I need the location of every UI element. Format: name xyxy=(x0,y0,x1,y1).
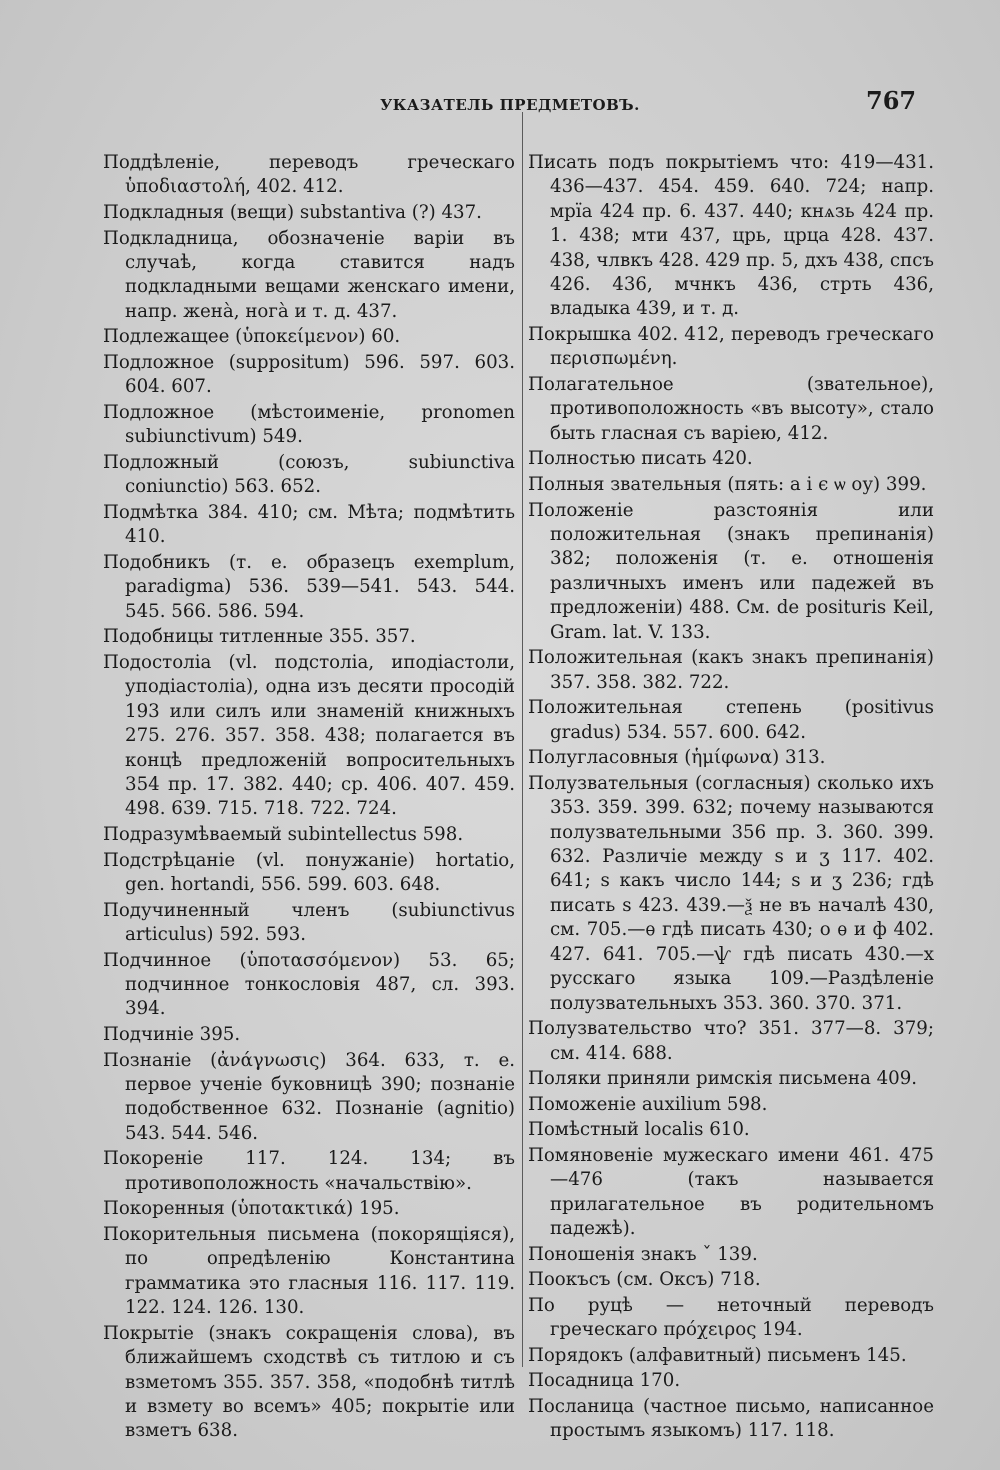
index-entry: Положительная степень (positivus gradus) 534. 557. 600. 642. xyxy=(528,697,934,743)
index-entry: Подложный (союзъ, subiunctiva coniunctio) 563. 652. xyxy=(103,452,515,498)
index-entry: Покрышка 402. 412, переводъ греческаго περισπωμένη. xyxy=(528,324,934,370)
running-head: УКАЗАТЕЛЬ ПРЕДМЕТОВЪ. xyxy=(380,96,640,114)
index-entry: Подразумѣваемый subintellectus 598. xyxy=(103,824,464,846)
index-entry: Порядокъ (алфавитный) письменъ 145. xyxy=(528,1344,907,1366)
index-entry: Помяновеніе мужескаго имени 461. 475—476 (такъ называется прилагательное въ родительномъ падежѣ). xyxy=(528,1144,934,1240)
index-entry: По руцѣ — неточный переводъ греческаго πρόχειρος 194. xyxy=(528,1294,934,1341)
index-entry: Покорительныя письмена (покорящіяся), по опредѣленію Константина грамматика это гласныя 116. 117. 119. 122. 124. 126. 130. xyxy=(103,1224,515,1319)
index-entry: Поможеніе auxilium 598. xyxy=(528,1093,768,1115)
index-entry: Полностью писать 420. xyxy=(528,448,753,470)
index-entry: Подкладныя (вещи) substantiva (?) 437. xyxy=(103,202,482,223)
index-entry: Полузвательство что? 351. 377—8. 379; см. 414. 688. xyxy=(528,1018,934,1064)
index-entry: Подлежащее (ὑποκείμενον) 60. xyxy=(103,326,401,348)
index-entry: Подкладница, обозначеніе варіи въ случаѣ, когда ставится надъ подкладными вещами женскаго имени, напр. женà, ногà и т. д. 437. xyxy=(103,227,515,322)
index-entry: Писать подъ покрытіемъ что: 419—431. 436—437. 454. 459. 640. 724; напр. мрїа 424 пр. 6. 437. 440; кнѧзь 424 пр. 1. 438; мти 437, црь, црца 428. 437. 438, члвкъ 428. 429 пр. 5, дхъ 438, спсъ 426. 436, мчнкъ 436, стрть 436, владыка 439, и т. д. xyxy=(528,152,934,320)
index-entry: Полагательное (звательное), противоположность «въ высоту», стало быть гласная съ варіею, 412. xyxy=(528,374,934,444)
index-entry: Посланица (частное письмо, написанное простымъ языкомъ) 117. 118. xyxy=(528,1396,934,1442)
index-entry: Помѣстный localis 610. xyxy=(528,1119,750,1141)
index-column-left xyxy=(103,151,515,1445)
index-entry: Подстрѣцаніе (vl. понужаніе) hortatio, gen. hortandi, 556. 599. 603. 648. xyxy=(103,849,515,896)
index-entry: Покореніе 117. 124. 134; въ противоположность «начальствію». xyxy=(103,1148,515,1194)
index-entry: Полузвательныя (согласныя) сколько ихъ 353. 359. 399. 632; почему называются полузвательными 356 пр. 3. 360. 399. 632. Различіе между ѕ и ʒ 117. 402. 641; ѕ какъ число 144; ѕ и ʒ 236; гдѣ писать ѕ 423. 439.—ѯ не въ началѣ 430, см. 705.—ѳ гдѣ писать 430; о ѳ и ф 402. 427. 641. 705.—ѱ гдѣ писать 430.—х русскаго языка 109.—Раздѣленіе полузвательныхъ 353. 360. 370. 371. xyxy=(528,772,934,1014)
index-entry: Поокъсъ (см. Оксъ) 718. xyxy=(528,1269,761,1291)
index-entry: Поддѣленіе, переводъ греческаго ὑποδιαστολή, 402. 412. xyxy=(103,152,515,198)
index-entry: Посадница 170. xyxy=(528,1370,681,1392)
index-entry: Полныя звательныя (пять: а і є ѡ оу) 399. xyxy=(528,474,927,496)
index-entry: Покоренныя (ὑποτακτικά) 195. xyxy=(103,1198,400,1220)
index-entry: Познаніе (ἀνάγνωσις) 364. 633, т. е. первое ученіе буковницѣ 390; познаніе подобственное 632. Познаніе (agnitio) 543. 544. 546. xyxy=(103,1049,515,1144)
index-entry: Подобницы титленные 355. 357. xyxy=(103,626,416,648)
column-divider xyxy=(522,112,523,1367)
index-entry: Полугласовныя (ἡμίφωνα) 313. xyxy=(528,747,826,769)
index-column-right xyxy=(528,151,934,1445)
index-entry: Положеніе разстоянія или положительная (знакъ препинанія) 382; положенія (т. е. отношенія различныхъ именъ или падежей въ предложеніи) 488. См. de posituris Keil, Gram. lat. V. 133. xyxy=(528,499,934,643)
index-entry: Подчиніе 395. xyxy=(103,1024,241,1046)
index-entry: Подчинное (ὑποτασσόμενον) 53. 65; подчинное тонкословія 487, сл. 393. 394. xyxy=(103,949,515,1020)
index-entry: Поношенія знакъ ˇ 139. xyxy=(528,1243,758,1265)
index-entry: Подложное (мѣстоименіе, pronomen subiunctivum) 549. xyxy=(103,402,515,448)
index-entry: Подостоліа (vl. подстоліа, иподіастоли, уподіастоліа), одна изъ десяти просодій 193 или силъ или знаменій книжныхъ 275. 276. 357. 358. 438; полагается въ концѣ предложеній вопросительныхъ 354 пр. 17. 382. 440; ср. 406. 407. 459. 498. 639. 715. 718. 722. 724. xyxy=(103,652,515,820)
page-number: 767 xyxy=(866,86,917,115)
index-entry: Положительная (какъ знакъ препинанія) 357. 358. 382. 722. xyxy=(528,647,934,693)
index-entry: Подмѣтка 384. 410; см. Мѣта; подмѣтить 410. xyxy=(103,502,515,548)
index-entry: Подобникъ (т. е. образецъ exemplum, paradigma) 536. 539—541. 543. 544. 545. 566. 586. 594. xyxy=(103,552,515,622)
index-entry: Подучиненный членъ (subiunctivus articulus) 592. 593. xyxy=(103,899,515,946)
index-entry: Подложное (suppositum) 596. 597. 603. 604. 607. xyxy=(103,352,515,398)
index-entry: Поляки приняли римскія письмена 409. xyxy=(528,1068,918,1090)
index-entry: Покрытіе (знакъ сокращенія слова), въ ближайшемъ сходствѣ съ титлою и съ взметомъ 355. 357. 358, «подобнѣ титлѣ и взмету во всемъ» 405; покрытіе или взметъ 638. xyxy=(103,1322,515,1442)
